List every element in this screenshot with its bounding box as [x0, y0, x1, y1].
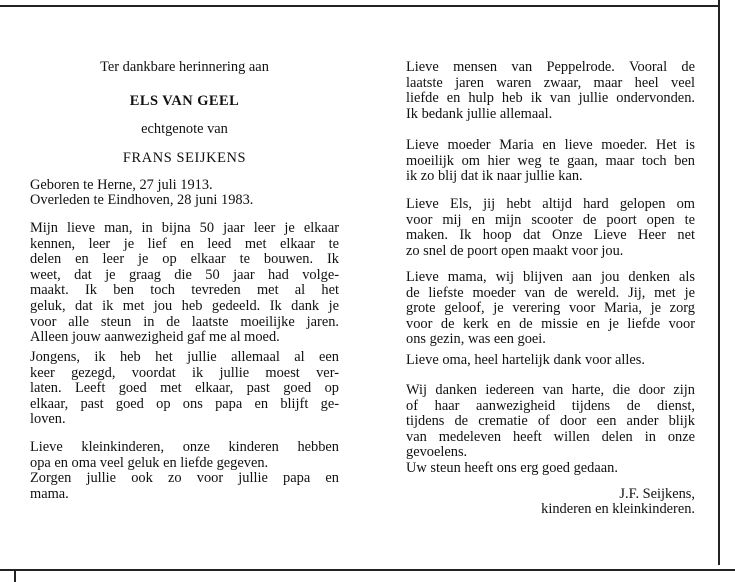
text-line: delen en leer je op elkaar te bouwen. Ik [30, 251, 339, 268]
paragraph-mother-maria [406, 138, 695, 185]
text-line: Wij danken iedereen van harte, die door zijn [406, 382, 695, 398]
text-line: Mijn lieve man, in bijna 50 jaar leer je elkaar [30, 220, 339, 236]
signature: J.F. Seijkens, [619, 486, 695, 502]
top-border-line [0, 5, 718, 7]
text-line: de liefste moeder van de wereld. Jij, met je [406, 284, 695, 301]
text-line: maken. Ik hoop dat Onze Lieve Heer net [406, 227, 695, 244]
text-line: Alleen jouw aanwezigheid gaf me al moed. [30, 329, 280, 346]
text-line: keer gezegd, voordat ik jullie moest ver- [30, 364, 339, 381]
text-line: maakt. Ik ben toch tevreden met al het [30, 282, 339, 299]
text-line: Lieve oma, heel hartelijk dank voor alles. [406, 352, 645, 368]
text-line: Jongens, ik heb het jullie allemaal al een [30, 349, 339, 365]
text-line: voor mij en mijn scooter de poort open te [406, 211, 695, 228]
text-line: loven. [30, 411, 66, 428]
text-line: laatste jaren waren zwaar, maar heel veel [406, 74, 695, 91]
text-line: liefde en hulp heb ik van jullie ondervonden. [406, 90, 695, 107]
paragraph-peppelrode [406, 60, 695, 122]
intro-text: Ter dankbare herinnering aan [100, 59, 269, 75]
text-line: van medeleven heeft willen delen in onze [406, 428, 695, 445]
paragraph-husband [30, 221, 339, 346]
text-line: Uw steun heeft ons erg goed gedaan. [406, 459, 618, 476]
text-line: Lieve Els, jij hebt altijd hard gelopen om [406, 196, 695, 212]
text-line: Lieve moeder Maria en lieve moeder. Het is [406, 137, 695, 153]
signature-subtitle: kinderen en kleinkinderen. [541, 501, 695, 517]
text-line: tijdens de crematie of door een ander blijk [406, 413, 695, 430]
text-line: moeilijk om hier weg te gaan, maar toch ben [406, 152, 695, 169]
paragraph-thanks [406, 383, 695, 477]
text-line: opa en oma veel geluk en liefde gegeven. [30, 454, 269, 471]
text-line: elkaar, past goed op ons papa en blijft ge- [30, 395, 339, 412]
paragraph-children-reply [406, 270, 695, 348]
text-line: Ik bedank jullie allemaal. [406, 105, 553, 122]
spouse-label: echtgenote van [141, 121, 228, 137]
bottom-corner-mark [14, 569, 16, 582]
text-line: geluk, dat ik met jou heb gedeeld. Ik dank je [30, 297, 339, 314]
text-line: Lieve mama, wij blijven aan jou denken als [406, 269, 695, 285]
text-line: kennen, leer je lief en leed met elkaar te [30, 235, 339, 252]
paragraph-grandchildren-reply [406, 353, 695, 369]
text-line: zo snel de poort open maakt voor jou. [406, 242, 624, 259]
spouse-name: FRANS SEIJKENS [122, 150, 247, 166]
text-line: voor de kerk en de missie en je liefde voor [406, 315, 695, 332]
deceased-name: ELS VAN GEEL [129, 93, 240, 109]
paragraph-grandchildren [30, 440, 339, 502]
text-line: Lieve mensen van Peppelrode. Vooral de [406, 59, 695, 75]
text-line: gevoelens. [406, 444, 468, 461]
text-line: Lieve kleinkinderen, onze kinderen hebben [30, 439, 339, 455]
birth-line: Geboren te Herne, 27 juli 1913. [30, 177, 213, 193]
text-line: grote geloof, je verering voor Maria, je zorg [406, 300, 695, 317]
text-line: of haar aanwezigheid tijdens de dienst, [406, 397, 695, 414]
bottom-border-line [0, 569, 735, 571]
text-line: voor alle steun in de laatste moeilijke jaren. [30, 313, 339, 330]
text-line: laten. Leeft goed met elkaar, past goed op [30, 380, 339, 397]
paragraph-sons [30, 350, 339, 428]
text-line: ons gezin, was een goei. [406, 331, 546, 348]
text-line: ik zo blij dat ik naar jullie kan. [406, 168, 583, 185]
death-line: Overleden te Eindhoven, 28 juni 1983. [30, 192, 254, 208]
text-line: mama. [30, 485, 69, 502]
right-border-line [718, 0, 720, 565]
text-line: Zorgen jullie ook zo voor jullie papa en [30, 470, 339, 487]
paragraph-husband-reply [406, 197, 695, 259]
text-line: weet, dat je graag die 50 jaar had volge- [30, 266, 339, 283]
